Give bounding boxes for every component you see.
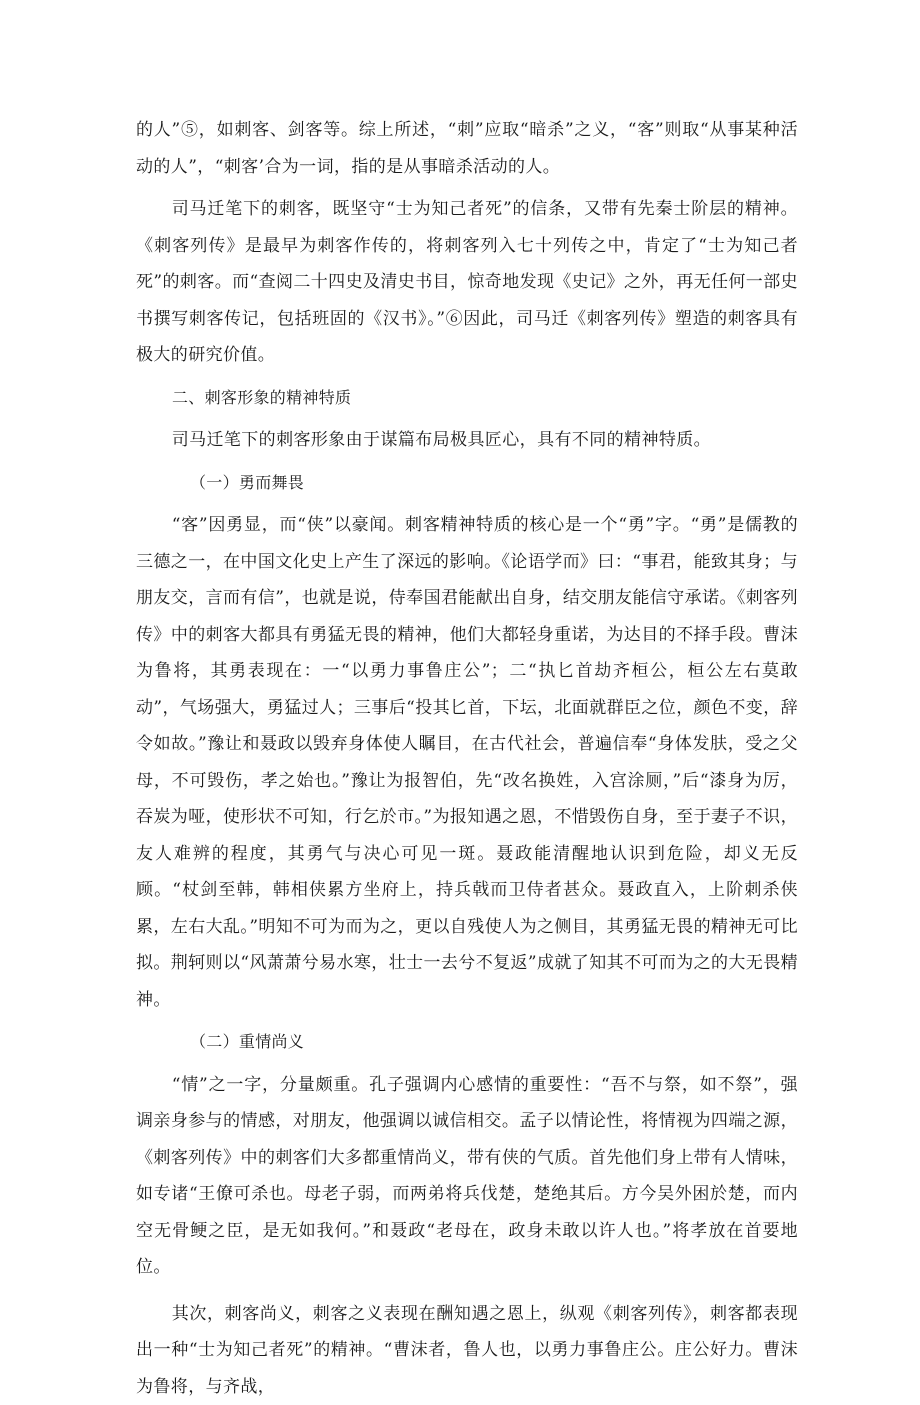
paragraph-definition: 的人”⑤，如刺客、剑客等。综上所述，“刺”应取“暗杀”之义，“客”则取“从事某种活动的人”，“刺客’合为一词，指的是从事暗杀活动的人。 [136, 112, 798, 185]
document-page [136, 112, 798, 1405]
subsection-heading-righteousness: （二）重情尚义 [136, 1024, 798, 1061]
subsection-heading-bravery: （一）勇而舞畏 [136, 465, 798, 502]
paragraph-righteousness: 其次，刺客尚义，刺客之义表现在酬知遇之恩上，纵观《刺客列传》，刺客都表现出一种“士为知己者死”的精神。“曹沫者，鲁人也，以勇力事鲁庄公。庄公好力。曹沫为鲁将，与齐战， [136, 1296, 798, 1405]
paragraph-section-intro: 司马迁笔下的刺客形象由于谋篇布局极具匠心，具有不同的精神特质。 [136, 422, 798, 459]
paragraph-sima-qian-assassins: 司马迁笔下的刺客，既坚守“士为知己者死”的信条，又带有先秦士阶层的精神。《刺客列传》是最早为刺客作传的，将刺客列入七十列传之中，肯定了“士为知己者死”的刺客。而“查阅二十四史及清史书目，惊奇地发现《史记》之外，再无任何一部史书撰写刺客传记，包括班固的《汉书》。”⑥因此，司马迁《刺客列传》塑造的刺客具有极大的研究价值。 [136, 191, 798, 374]
paragraph-bravery: “客”因勇显，而“侠”以豪闻。刺客精神特质的核心是一个“勇”字。“勇”是儒教的三德之一，在中国文化史上产生了深远的影响。《论语学而》曰：“事君，能致其身；与朋友交，言而有信”，也就是说，侍奉国君能献出自身，结交朋友能信守承诺。《刺客列传》中的刺客大都具有勇猛无畏的精神，他们大都轻身重诺，为达目的不择手段。曹沫为鲁将，其勇表现在：一“以勇力事鲁庄公”；二“执匕首劫齐桓公，桓公左右莫敢动”，气场强大，勇猛过人；三事后“投其匕首，下坛，北面就群臣之位，颜色不变，辞令如故。”豫让和聂政以毁弃身体使人瞩目，在古代社会，普遍信奉“身体发肤，受之父母，不可毁伤，孝之始也。”豫让为报智伯，先“改名换姓，入宫涂厕，”后“漆身为厉，吞炭为哑，使形状不可知，行乞於市。”为报知遇之恩，不惜毁伤自身，至于妻子不识，友人难辨的程度，其勇气与决心可见一斑。聂政能清醒地认识到危险，却义无反顾。“杖剑至韩，韩相侠累方坐府上，持兵戟而卫侍者甚众。聂政直入，上阶刺杀侠累，左右大乱。”明知不可为而为之，更以自残使人为之侧目，其勇猛无畏的精神无可比拟。荆轲则以“风萧萧兮易水寒，壮士一去兮不复返”成就了知其不可而为之的大无畏精神。 [136, 507, 798, 1018]
section-heading: 二、刺客形象的精神特质 [136, 380, 798, 417]
paragraph-emotion: “情”之一字，分量颇重。孔子强调内心感情的重要性：“吾不与祭，如不祭”，强调亲身参与的情感，对朋友，他强调以诚信相交。孟子以情论性，将情视为四端之源，《刺客列传》中的刺客们大多都重情尚义，带有侠的气质。首先他们身上带有人情味，如专诸“王僚可杀也。母老子弱，而两弟将兵伐楚，楚绝其后。方今吴外困於楚，而内空无骨鲠之臣，是无如我何。”和聂政“老母在，政身未敢以许人也。”将孝放在首要地位。 [136, 1067, 798, 1286]
